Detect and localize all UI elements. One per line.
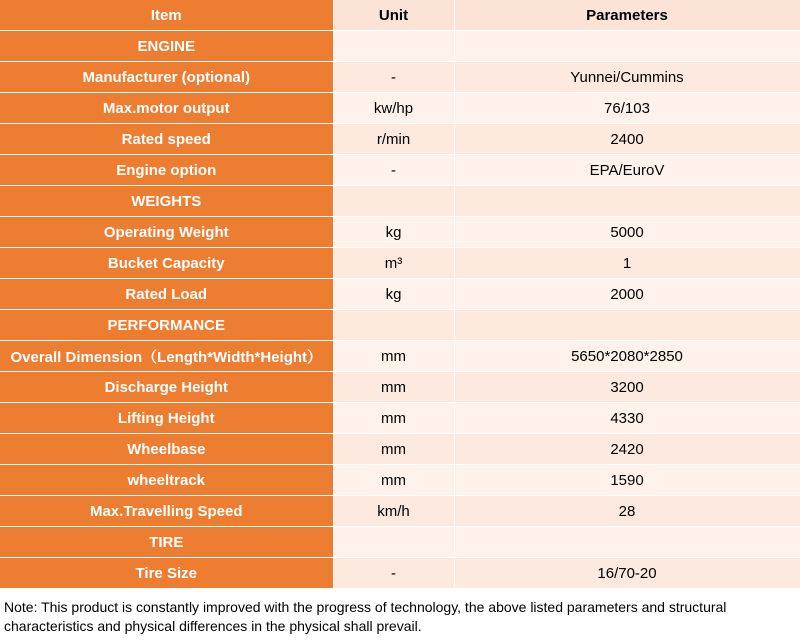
parameter-cell: 16/70-20 <box>454 558 800 589</box>
item-cell: TIRE <box>0 527 333 558</box>
table-row <box>0 124 800 155</box>
parameter-cell <box>454 31 800 62</box>
item-cell: Wheelbase <box>0 434 333 465</box>
unit-cell: - <box>333 155 454 186</box>
unit-cell: mm <box>333 403 454 434</box>
unit-cell <box>333 31 454 62</box>
table-row <box>0 217 800 248</box>
table-row <box>0 155 800 186</box>
parameter-cell: 3200 <box>454 372 800 403</box>
table-row <box>0 310 800 341</box>
item-cell: Discharge Height <box>0 372 333 403</box>
header-parameters: Parameters <box>454 0 800 31</box>
table-row <box>0 403 800 434</box>
parameter-cell: 5650*2080*2850 <box>454 341 800 372</box>
unit-cell <box>333 186 454 217</box>
table-row <box>0 527 800 558</box>
unit-cell: mm <box>333 465 454 496</box>
parameter-cell: 2420 <box>454 434 800 465</box>
parameter-cell: 4330 <box>454 403 800 434</box>
parameter-cell: EPA/EuroV <box>454 155 800 186</box>
item-cell: Rated speed <box>0 124 333 155</box>
item-cell: Operating Weight <box>0 217 333 248</box>
item-cell: Manufacturer (optional) <box>0 62 333 93</box>
unit-cell: mm <box>333 434 454 465</box>
item-cell: Bucket Capacity <box>0 248 333 279</box>
item-cell: Engine option <box>0 155 333 186</box>
item-cell: PERFORMANCE <box>0 310 333 341</box>
parameter-cell <box>454 527 800 558</box>
unit-cell: mm <box>333 372 454 403</box>
unit-cell: r/min <box>333 124 454 155</box>
table-row <box>0 31 800 62</box>
item-cell: Max.Travelling Speed <box>0 496 333 527</box>
item-cell: Tire Size <box>0 558 333 589</box>
parameter-cell <box>454 310 800 341</box>
table-row <box>0 496 800 527</box>
item-cell: Rated Load <box>0 279 333 310</box>
parameter-cell: Yunnei/Cummins <box>454 62 800 93</box>
header-unit: Unit <box>333 0 454 31</box>
parameter-cell: 28 <box>454 496 800 527</box>
header-row <box>0 0 800 31</box>
unit-cell: - <box>333 558 454 589</box>
unit-cell: km/h <box>333 496 454 527</box>
table-row <box>0 186 800 217</box>
parameter-cell <box>454 186 800 217</box>
footnote: Note: This product is constantly improved with the progress of technology, the above listed parameters and structural characteristics and physical differences in the physical shall prevail. <box>4 599 727 634</box>
unit-cell <box>333 310 454 341</box>
parameter-cell: 1 <box>454 248 800 279</box>
table-row <box>0 62 800 93</box>
table-row <box>0 372 800 403</box>
table-row <box>0 558 800 589</box>
item-cell: WEIGHTS <box>0 186 333 217</box>
table-row <box>0 465 800 496</box>
parameter-cell: 5000 <box>454 217 800 248</box>
table-row <box>0 341 800 372</box>
parameter-cell: 76/103 <box>454 93 800 124</box>
spec-body <box>0 31 800 589</box>
unit-cell: kg <box>333 217 454 248</box>
unit-cell: kw/hp <box>333 93 454 124</box>
table-row <box>0 248 800 279</box>
item-cell: Lifting Height <box>0 403 333 434</box>
table-row <box>0 279 800 310</box>
item-cell: ENGINE <box>0 31 333 62</box>
item-cell: Overall Dimension（Length*Width*Height） <box>0 341 333 372</box>
item-cell: Max.motor output <box>0 93 333 124</box>
header-item: Item <box>0 0 333 31</box>
parameter-cell: 2000 <box>454 279 800 310</box>
unit-cell: - <box>333 62 454 93</box>
item-cell: wheeltrack <box>0 465 333 496</box>
unit-cell: mm <box>333 341 454 372</box>
unit-cell: kg <box>333 279 454 310</box>
unit-cell <box>333 527 454 558</box>
table-row <box>0 434 800 465</box>
parameter-cell: 1590 <box>454 465 800 496</box>
parameter-cell: 2400 <box>454 124 800 155</box>
unit-cell: m³ <box>333 248 454 279</box>
table-row <box>0 93 800 124</box>
